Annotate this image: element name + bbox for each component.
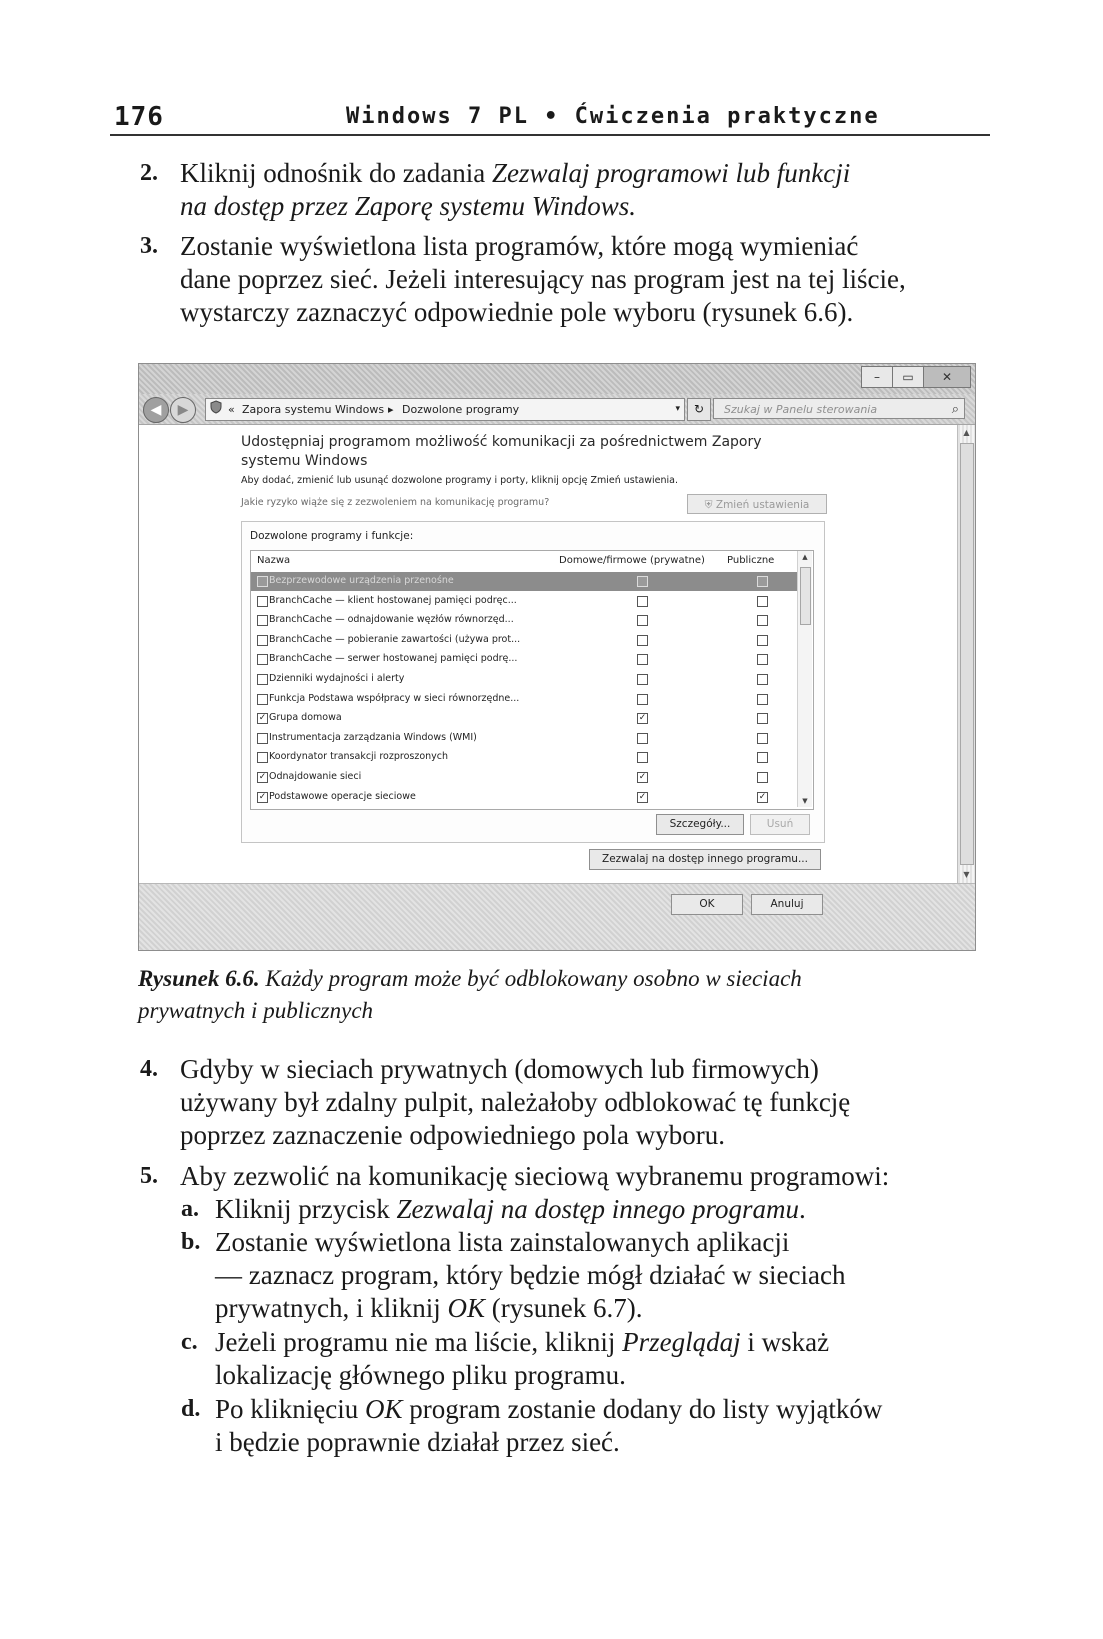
caption-text: Każdy program może być odblokowany osobno w sieciach bbox=[259, 966, 802, 991]
cancel-button[interactable]: Anuluj bbox=[751, 894, 823, 915]
table-row[interactable] bbox=[251, 748, 797, 767]
substep bbox=[181, 1226, 846, 1325]
private-network-checkbox[interactable]: ✓ bbox=[638, 713, 647, 724]
substep-line: Kliknij przycisk Zezwalaj na dostęp innego programu. bbox=[215, 1194, 806, 1224]
private-network-checkbox[interactable] bbox=[637, 733, 648, 744]
substep-letter: b. bbox=[181, 1229, 201, 1255]
programs-list[interactable] bbox=[250, 550, 814, 810]
page-header bbox=[110, 98, 990, 136]
table-row[interactable] bbox=[251, 729, 797, 748]
remove-button[interactable]: Usuń bbox=[750, 814, 810, 835]
address-bar bbox=[139, 394, 975, 425]
search-input[interactable] bbox=[713, 398, 965, 419]
forward-button[interactable]: ▶ bbox=[170, 397, 196, 423]
enable-checkbox[interactable] bbox=[257, 596, 268, 607]
private-network-checkbox[interactable] bbox=[637, 654, 648, 665]
private-network-checkbox[interactable] bbox=[637, 576, 648, 587]
table-row[interactable] bbox=[251, 631, 797, 650]
enable-checkbox[interactable] bbox=[257, 615, 268, 626]
search-icon[interactable]: ⌕ bbox=[951, 402, 959, 417]
firewall-window bbox=[138, 363, 976, 951]
scroll-up-icon[interactable]: ▲ bbox=[963, 428, 970, 437]
table-row[interactable] bbox=[251, 709, 797, 728]
substep-line: prywatnych, i kliknij OK (rysunek 6.7). bbox=[215, 1293, 643, 1323]
private-network-checkbox[interactable] bbox=[637, 635, 648, 646]
step-number: 5. bbox=[140, 1163, 158, 1189]
public-network-checkbox[interactable]: ✓ bbox=[758, 791, 767, 802]
breadcrumb-separator: « bbox=[228, 403, 235, 416]
public-network-checkbox[interactable] bbox=[757, 733, 768, 744]
step-line: Zostanie wyświetlona lista programów, które mogą wymieniać bbox=[180, 231, 859, 261]
scroll-thumb[interactable] bbox=[960, 443, 974, 865]
step-line: Aby zezwolić na komunikację sieciową wybranemu programowi: bbox=[180, 1161, 890, 1191]
program-name: BranchCache — pobieranie zawartości (używa prot... bbox=[269, 633, 521, 645]
uac-shield-icon: ⛨ bbox=[704, 499, 716, 511]
enable-checkbox[interactable] bbox=[257, 733, 268, 744]
public-network-checkbox[interactable] bbox=[757, 596, 768, 607]
step-number: 4. bbox=[140, 1056, 158, 1082]
breadcrumb-allowed-programs[interactable]: Dozwolone programy bbox=[402, 403, 520, 416]
chevron-down-icon[interactable]: ▾ bbox=[675, 404, 680, 414]
private-network-checkbox[interactable] bbox=[637, 615, 648, 626]
list-scrollbar[interactable] bbox=[797, 551, 812, 807]
private-network-checkbox[interactable] bbox=[637, 596, 648, 607]
table-row[interactable] bbox=[251, 690, 797, 709]
table-row[interactable] bbox=[251, 768, 797, 787]
public-network-checkbox[interactable] bbox=[757, 635, 768, 646]
public-network-checkbox[interactable] bbox=[757, 615, 768, 626]
program-name: Funkcja Podstawa współpracy w sieci równorzędne... bbox=[269, 692, 520, 704]
table-row[interactable] bbox=[251, 670, 797, 689]
table-row[interactable] bbox=[251, 788, 797, 807]
search-placeholder: Szukaj w Panelu sterowania bbox=[724, 403, 878, 416]
step-line: poprzez zaznaczenie odpowiedniego pola wyboru. bbox=[180, 1120, 726, 1150]
step-line: Gdyby w sieciach prywatnych (domowych lub firmowych) bbox=[180, 1054, 819, 1084]
enable-checkbox[interactable] bbox=[257, 674, 268, 685]
table-row[interactable] bbox=[251, 650, 797, 669]
public-network-checkbox[interactable] bbox=[757, 772, 768, 783]
caption-label: Rysunek 6.6. bbox=[138, 966, 260, 991]
enable-checkbox[interactable] bbox=[257, 635, 268, 646]
enable-checkbox[interactable] bbox=[257, 694, 268, 705]
step-number: 2. bbox=[140, 160, 158, 186]
dialog-button-bar bbox=[139, 883, 975, 951]
title-bar bbox=[139, 364, 975, 394]
running-title: Windows 7 PL • Ćwiczenia praktyczne bbox=[346, 104, 880, 129]
program-name: Grupa domowa bbox=[269, 712, 342, 724]
substep-letter: d. bbox=[181, 1396, 201, 1422]
private-network-checkbox[interactable] bbox=[637, 674, 648, 685]
substep-line: Jeżeli programu nie ma liście, kliknij Przeglądaj i wskaż bbox=[215, 1327, 830, 1357]
enable-checkbox[interactable] bbox=[257, 752, 268, 763]
public-network-checkbox[interactable] bbox=[757, 674, 768, 685]
program-name: Dzienniki wydajności i alerty bbox=[269, 673, 405, 684]
step-line bbox=[180, 190, 850, 223]
column-name[interactable]: Nazwa bbox=[257, 555, 291, 566]
risk-help-link[interactable]: Jakie ryzyko wiąże się z zezwoleniem na komunikację programu? bbox=[241, 497, 550, 508]
page-title: Udostępniaj programom możliwość komunikacji za pośrednictwem Zapory systemu Windows bbox=[241, 434, 762, 469]
minimize-button[interactable]: – bbox=[861, 366, 893, 388]
emphasis: na dostęp przez Zaporę systemu Windows. bbox=[180, 191, 637, 221]
substep-line: lokalizację głównego pliku programu. bbox=[215, 1360, 626, 1390]
step-4 bbox=[140, 1053, 851, 1152]
substep-line: Zostanie wyświetlona lista zainstalowanych aplikacji bbox=[215, 1227, 790, 1257]
table-row[interactable] bbox=[251, 572, 797, 591]
program-name: Instrumentacja zarządzania Windows (WMI) bbox=[269, 731, 477, 743]
column-public[interactable]: Publiczne bbox=[727, 555, 775, 566]
step-3 bbox=[140, 230, 906, 329]
public-network-checkbox[interactable] bbox=[757, 694, 768, 705]
breadcrumb-arrow-icon: ▸ bbox=[388, 403, 394, 416]
enable-checkbox[interactable]: ✓ bbox=[258, 791, 267, 802]
refresh-button[interactable]: ↻ bbox=[687, 398, 711, 421]
caption-text: prywatnych i publicznych bbox=[138, 998, 374, 1023]
window-controls bbox=[862, 366, 971, 388]
breadcrumb-firewall[interactable]: Zapora systemu Windows bbox=[242, 403, 385, 416]
public-network-checkbox[interactable] bbox=[757, 576, 768, 587]
program-name: Odnajdowanie sieci bbox=[269, 771, 362, 782]
allowed-programs-group bbox=[241, 521, 825, 843]
step-line: używany był zdalny pulpit, należałoby odblokować tę funkcję bbox=[180, 1087, 851, 1117]
substep bbox=[181, 1393, 883, 1459]
window-scrollbar[interactable] bbox=[957, 425, 975, 883]
step-2 bbox=[140, 157, 851, 223]
enable-checkbox[interactable] bbox=[257, 654, 268, 665]
group-label: Dozwolone programy i funkcje: bbox=[250, 530, 414, 542]
program-name: BranchCache — odnajdowanie węzłów równorzęd... bbox=[269, 614, 514, 626]
step-line: dane poprzez sieć. Jeżeli interesujący nas program jest na tej liście, bbox=[180, 264, 906, 294]
program-name: BranchCache — klient hostowanej pamięci podręc... bbox=[269, 594, 517, 606]
figure-caption bbox=[138, 963, 958, 1027]
private-network-checkbox[interactable]: ✓ bbox=[638, 772, 647, 782]
public-network-checkbox[interactable] bbox=[757, 654, 768, 665]
maximize-button[interactable]: ▭ bbox=[892, 366, 924, 388]
content-pane bbox=[139, 425, 957, 883]
step-number: 3. bbox=[140, 233, 158, 259]
program-name: Bezprzewodowe urządzenia przenośne bbox=[269, 575, 454, 586]
table-row[interactable] bbox=[251, 611, 797, 630]
substep bbox=[181, 1193, 806, 1226]
private-network-checkbox[interactable]: ✓ bbox=[638, 791, 647, 802]
address-field[interactable] bbox=[205, 398, 685, 421]
substep-line: — zaznacz program, który będzie mógł działać w sieciach bbox=[215, 1260, 846, 1290]
substep-letter: c. bbox=[181, 1329, 198, 1355]
private-network-checkbox[interactable] bbox=[637, 694, 648, 705]
public-network-checkbox[interactable] bbox=[757, 752, 768, 763]
scroll-down-icon[interactable]: ▼ bbox=[963, 870, 970, 879]
enable-checkbox[interactable]: ✓ bbox=[258, 713, 267, 724]
table-row[interactable] bbox=[251, 592, 797, 611]
program-name: Koordynator transakcji rozproszonych bbox=[269, 751, 449, 763]
page-number: 176 bbox=[114, 102, 164, 132]
enable-checkbox[interactable] bbox=[257, 576, 268, 587]
list-header bbox=[251, 551, 813, 570]
program-name: BranchCache — serwer hostowanej pamięci podrę... bbox=[269, 653, 518, 665]
enable-checkbox[interactable]: ✓ bbox=[258, 772, 267, 782]
shield-icon bbox=[210, 400, 222, 421]
emphasis: Zezwalaj programowi lub funkcji bbox=[491, 158, 851, 188]
step-line: wystarczy zaznaczyć odpowiednie pole wyboru (rysunek 6.6). bbox=[180, 297, 854, 327]
scroll-down-icon[interactable]: ▼ bbox=[802, 797, 808, 805]
scroll-up-icon[interactable]: ▲ bbox=[802, 553, 808, 561]
change-settings-button[interactable]: ⛨ Zmień ustawienia bbox=[687, 494, 827, 514]
program-name: Podstawowe operacje sieciowe bbox=[269, 790, 416, 802]
public-network-checkbox[interactable] bbox=[757, 713, 768, 724]
substep-letter: a. bbox=[181, 1196, 199, 1222]
private-network-checkbox[interactable] bbox=[637, 752, 648, 763]
substep bbox=[181, 1326, 830, 1392]
instruction-text: Aby dodać, zmienić lub usunąć dozwolone programy i porty, kliknij opcję Zmień ustawienia. bbox=[241, 475, 679, 486]
scroll-thumb[interactable] bbox=[800, 567, 811, 625]
ok-button[interactable]: OK bbox=[671, 894, 743, 915]
substep-line: Po kliknięciu OK program zostanie dodany do listy wyjątków bbox=[215, 1394, 883, 1424]
substep-line: i będzie poprawnie działał przez sieć. bbox=[215, 1427, 620, 1457]
back-button[interactable]: ◀ bbox=[143, 397, 169, 423]
allow-other-program-button[interactable]: Zezwalaj na dostęp innego programu... bbox=[589, 849, 821, 870]
step-5 bbox=[140, 1160, 890, 1193]
column-private[interactable]: Domowe/firmowe (prywatne) bbox=[559, 555, 705, 566]
close-button[interactable]: ✕ bbox=[923, 366, 971, 388]
step-line: Kliknij odnośnik do zadania Zezwalaj programowi lub funkcji bbox=[180, 158, 851, 188]
details-button[interactable]: Szczegóły... bbox=[656, 814, 744, 835]
